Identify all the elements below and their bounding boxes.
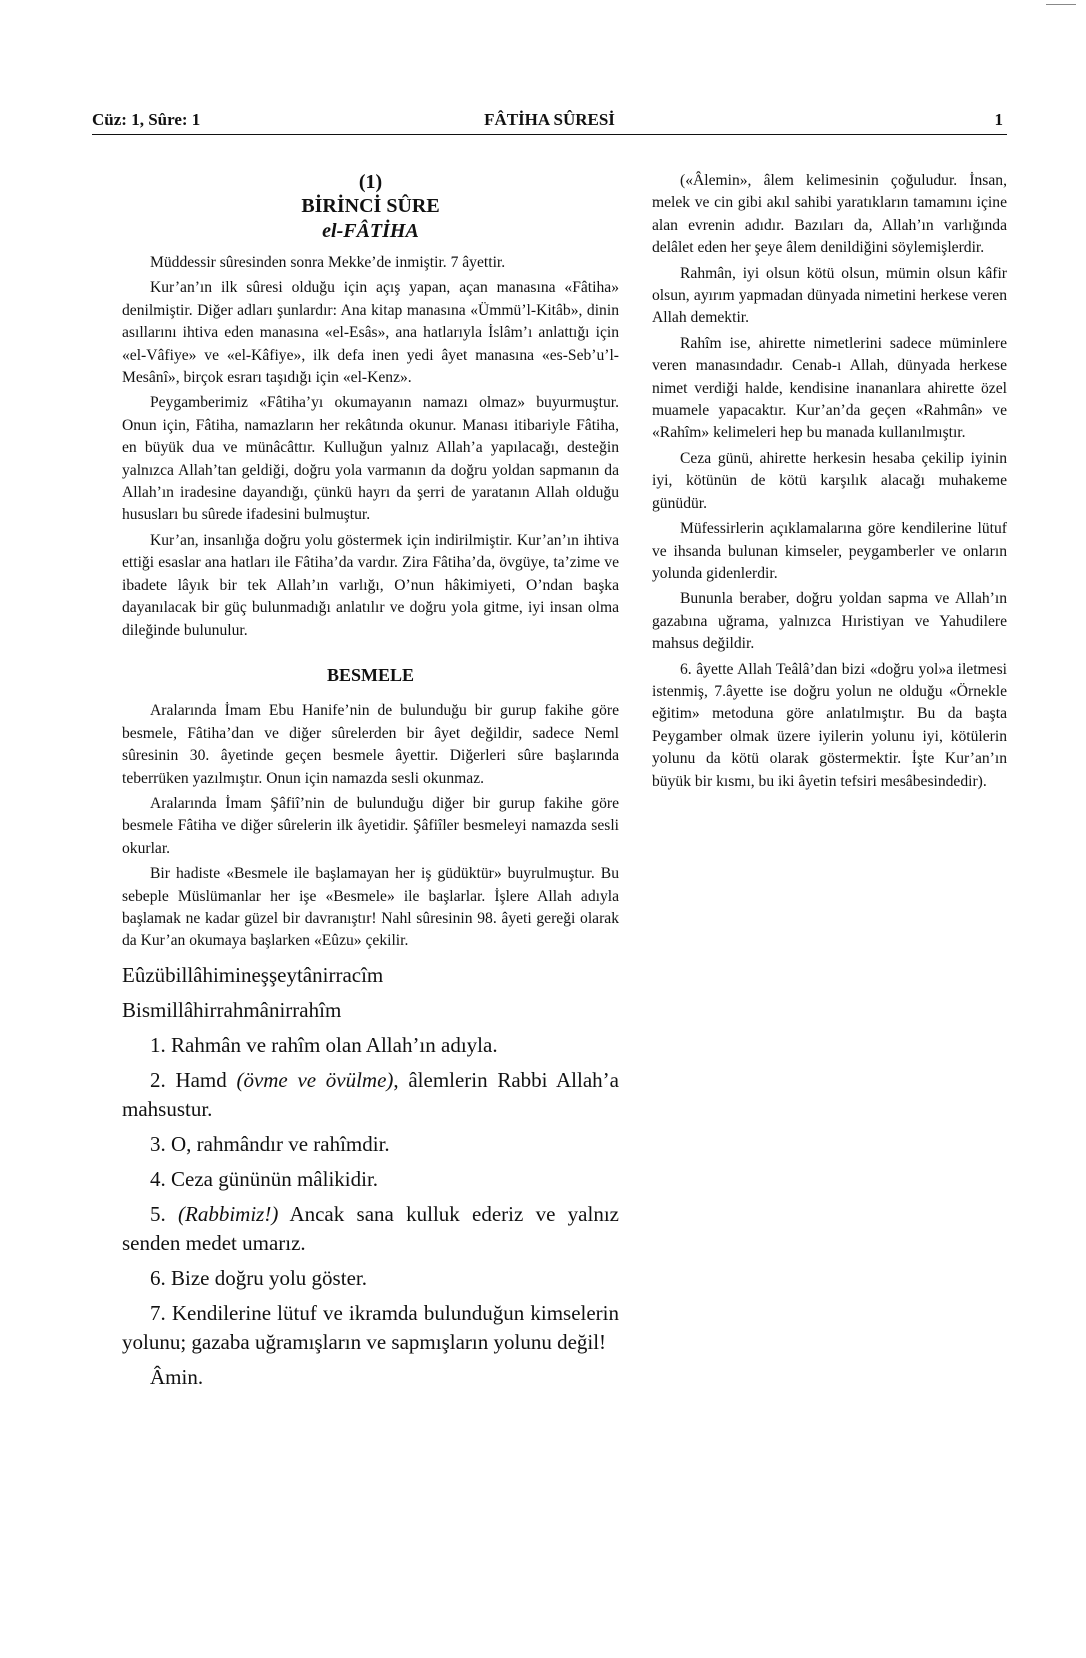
page-edge-rule xyxy=(1046,4,1076,5)
intro-paragraph: Peygamberimiz «Fâtiha’yı okumayanın namazı olmaz» buyurmuştur. Onun için, Fâtiha, namazların her rekâtında okunur. Manası itibariyle Fâtiha, en büyük dua ve münâcâttır. Kulluğun yalnız Allah’a yapılacağı, desteğin yalnızca Allah’tan geldiği, doğru yola varmanın da doğru yoldan sapmanın da Allah’ın iradesine dayandığı, çünkü hayrı da şerri de yaratanın Allah olduğu hususları bu sûrede ifadesini bulmuştur. xyxy=(122,394,619,524)
left-column xyxy=(122,170,619,1398)
verse-5 xyxy=(122,1200,619,1258)
note-paragraph: 6. âyette Allah Teâlâ’dan bizi «doğru yol»a iletmesi istenmiş, 7.âyette ise doğru yolun ne olduğu «Örnekle eğitim» metoduna göre anlatılmıştır. Bu da başta Peygamber olmak üzere iyilerin yolunu iyi, kötülerin yolunu da kötü olarak göstermektir. İşte Kur’an’ın büyük bir kısmı, bu iki âyetin tefsiri mesâbesindedir). xyxy=(652,660,1007,790)
verse-5-text: Ancak sana kulluk ederiz ve yalnız senden medet umarız. xyxy=(122,1201,619,1255)
verse-5-italic: (Rabbimiz!) xyxy=(178,1201,279,1226)
note-paragraph: Müfessirlerin açıklamalarına göre kendilerine lütuf ve ihsanda bulunan kimseler, peygamberler ve onların yolunda gidenlerdir. xyxy=(652,520,1007,582)
right-column-notes xyxy=(652,170,1007,796)
sura-title-block xyxy=(122,170,619,244)
header-sura-title: FÂTİHA SÛRESİ xyxy=(484,110,615,129)
sura-name: el-FÂTİHA xyxy=(322,220,419,242)
besmele-heading: BESMELE xyxy=(326,664,415,685)
note-paragraph: Bununla beraber, doğru yoldan sapma ve Allah’ın gazabına uğrama, yalnızca Hıristiyan ve Yahudilere mahsus değildir. xyxy=(652,590,1007,653)
running-header xyxy=(92,108,1007,135)
sura-ordinal-title: BİRİNCİ SÛRE xyxy=(301,195,440,217)
verse-list xyxy=(122,961,619,1392)
page-number: 1 xyxy=(994,110,1003,129)
besmele-line: Bismillâhirrahmânirrahîm xyxy=(122,997,342,1022)
besmele-paragraph: Aralarında İmam Şâfiî’nin de bulunduğu diğer bir gurup fakihe göre besmele Fâtiha ve diğer sûrelerin ilk âyetidir. Şâfiîler besmeleyi namazda sesli okurlar. xyxy=(122,794,619,857)
verse-2-italic: (övme ve övülme) xyxy=(236,1067,394,1092)
verse-7: 7. Kendilerine lütuf ve ikramda bulunduğun kimselerin yolunu; gazaba uğramışların ve sapmışların yolunu değil! xyxy=(122,1300,619,1354)
note-paragraph: Ceza günü, ahirette herkesin hesaba çekilip iyinin iyi, kötünün de kötü karşılık alacağı muhakeme günüdür. xyxy=(652,449,1007,512)
sura-number: (1) xyxy=(358,171,383,193)
verse-2-text-end: , âlemlerin Rabbi Allah’a mahsustur. xyxy=(122,1067,619,1121)
verse-6: 6. Bize doğru yolu göster. xyxy=(150,1265,367,1290)
note-paragraph: Rahmân, iyi olsun kötü olsun, mümin olsun kâfir olsun, ayırım yapmadan dünyada nimetini herkese veren Allah demektir. xyxy=(652,264,1007,327)
note-paragraph: («Âlemin», âlem kelimesinin çoğuludur. İnsan, melek ve cin gibi akıl sahibi yaratıkların tamamını içine alan evrenin adıdır. Bazıları da, Allah’ın varlığında delâlet eden her şeye âlem denildiğini söylemişlerdir. xyxy=(652,172,1007,257)
intro-paragraph: Müddessir sûresinden sonra Mekke’de inmiştir. 7 âyettir. xyxy=(150,254,506,271)
verse-5-number: 5. xyxy=(150,1201,179,1226)
verse-3: 3. O, rahmândır ve rahîmdir. xyxy=(150,1131,390,1156)
verse-4: 4. Ceza gününün mâlikidir. xyxy=(150,1166,379,1191)
besmele-paragraph: Aralarında İmam Ebu Hanife’nin de bulunduğu bir gurup fakihe göre besmele, Fâtiha’dan ve diğer sûrelerden bir âyet değildir, sadece Neml sûresinin 30. âyetinde geçen besmele âyettir. Diğerleri sûre başlarında teberrüken yazılmıştır. Onun için namazda sesli okunmaz. xyxy=(122,702,619,787)
besmele-paragraph: Bir hadiste «Besmele ile başlamayan her iş güdüktür» buyrulmuştur. Bu sebeple Müslümanlar her işe «Besmele» ile başlarlar. İşlere Allah adıyla başlamak ne kadar güzel bir davranıştır! Nahl sûresinin 98. âyeti gereği olarak da Kur’an okumaya başlarken «Eûzu» çekilir. xyxy=(122,865,619,950)
verse-2-text: 2. Hamd xyxy=(150,1067,237,1092)
header-juz-sura: Cüz: 1, Sûre: 1 xyxy=(92,110,201,129)
verse-2 xyxy=(122,1066,619,1124)
amin-line: Âmin. xyxy=(150,1364,204,1389)
intro-paragraph: Kur’an, insanlığa doğru yolu göstermek için indirilmiştir. Kur’an’ın ihtiva ettiği esaslar ana hatları ile Fâtiha’da vardır. Zira Fâtiha’da, övgüye, ta’zime ve ibadete lâyık bir tek Allah’ın varlığı, O’nun hâkimiyeti, O’ndan başka dayanılacak bir güç bulunmadığı anlatılır ve doğru yola gitme, iyi insan olma dileğinde bulunulur. xyxy=(122,531,619,639)
euzu-line: Eûzübillâhimineşşeytânirracîm xyxy=(122,962,384,987)
intro-paragraph: Kur’an’ın ilk sûresi olduğu için açış yapan, açan manasına «Fâtiha» denilmiştir. Diğer adları şunlardır: Ana kitap manasına «Ümmü’l-Kitâb», dinin asıllarını ihtiva eden manasına «el-Esâs», ana hatlarıyla İslâm’ı anlattığı için «el-Vâfiye» ve «el-Kâfiye», ilk defa inen yedi âyet manasına «es-Seb’u’l-Mesânî», birçok esrarı taşıdığı için «el-Kenz». xyxy=(122,279,619,387)
verse-1: 1. Rahmân ve rahîm olan Allah’ın adıyla. xyxy=(150,1032,498,1057)
note-paragraph: Rahîm ise, ahirette nimetlerini sadece müminlere veren manasındadır. Cenab-ı Allah, dünyada herkese nimet verdiği halde, kendisine inananlara ahirette özel muamele yapacaktır. Kur’an’da geçen «Rahmân» ve «Rahîm» kelimeleri hep bu manada kullanılmıştır. xyxy=(652,334,1007,442)
